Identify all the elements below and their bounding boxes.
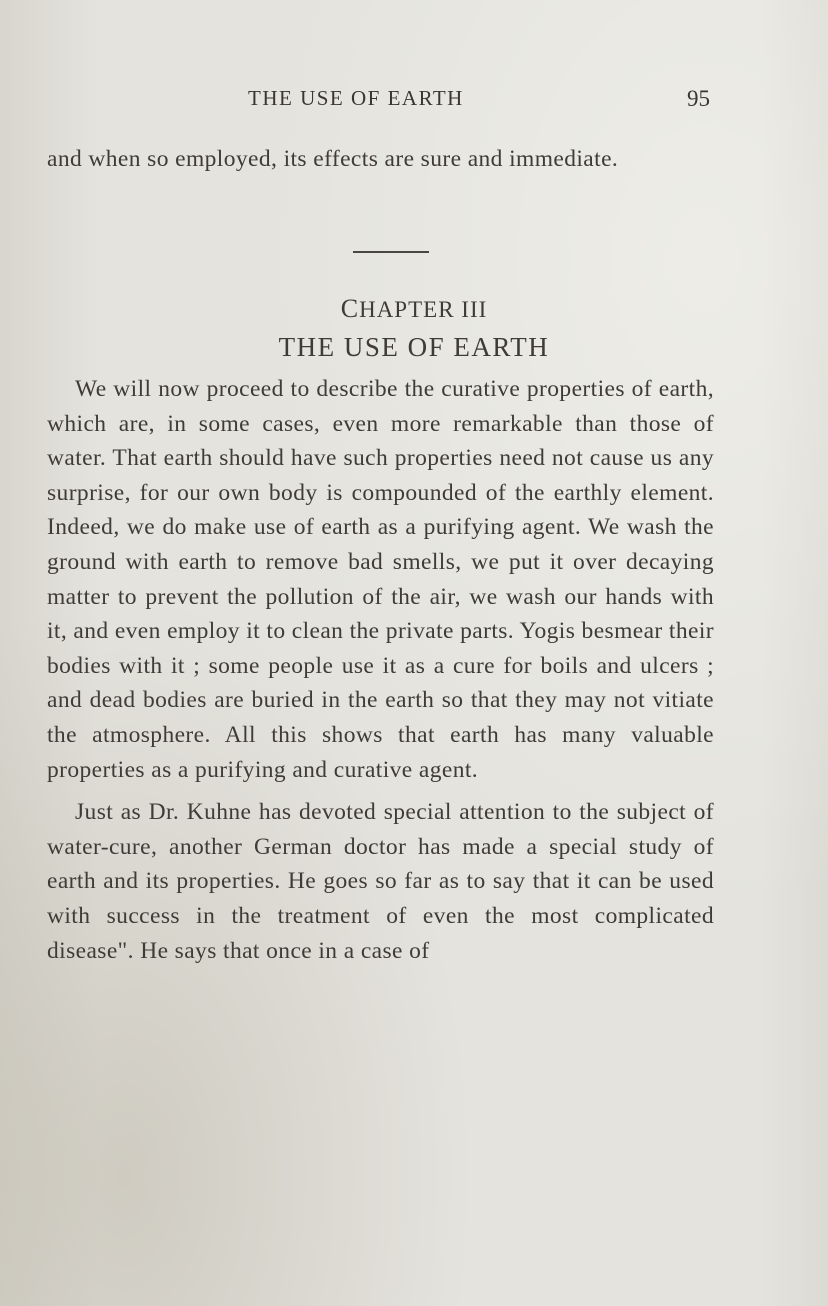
chapter-number-rest: HAPTER III [359, 297, 488, 322]
continuation-paragraph: and when so employed, its effects are sure and immediate. [47, 146, 619, 172]
chapter-number-initial: C [340, 294, 360, 323]
chapter-number [0, 294, 828, 324]
page-number: 95 [687, 86, 710, 111]
chapter-title: THE USE OF EARTH [278, 332, 550, 362]
page-header [0, 86, 828, 116]
body-paragraph-1: We will now proceed to describe the curative properties of earth, which are, in some cases, even more remarkable than those of water. That earth should have such properties need not cause us any surprise, for our own body is compounded of the earthly element. Indeed, we do make use of earth as a purifying agent. We wash the ground with earth to remove bad smells, we put it over decaying matter to prevent the pollution of the air, we wash our hands with it, and even employ it to clean the private parts. Yogis besmear their bodies with it ; some people use it as a cure for boils and ulcers ; and dead bodies are buried in the earth so that they may not vitiate the atmosphere. All this shows that earth has many valuable properties as a purifying and curative agent. [47, 376, 714, 783]
body-paragraph-2: Just as Dr. Kuhne has devoted special attention to the subject of water-cure, another German doctor has made a special study of earth and its properties. He goes so far as to say that it can be used with success in the treatment of even the most complicated disease". He says that once in a case of [47, 799, 714, 964]
running-title: THE USE OF EARTH [248, 86, 464, 110]
chapter-body [47, 372, 714, 968]
section-divider [353, 251, 429, 253]
